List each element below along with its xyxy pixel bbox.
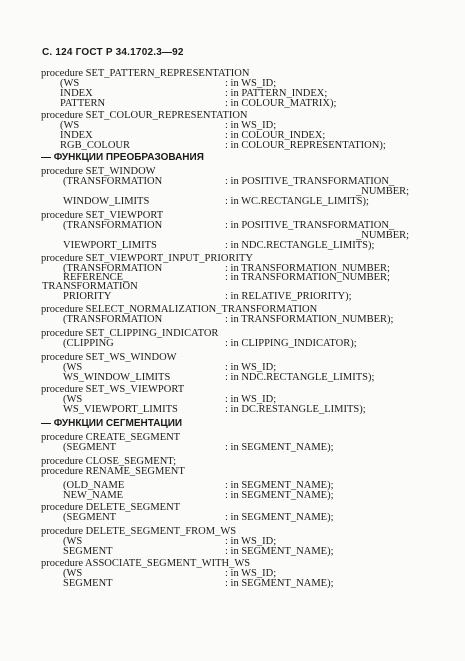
- code-line: WINDOW_LIMITS: [63, 196, 150, 207]
- code-line: : in SEGMENT_NAME);: [225, 512, 334, 523]
- code-line: procedure SET_WS_WINDOW: [41, 352, 177, 363]
- code-line: : in TRANSFORMATION_NUMBER;: [225, 272, 390, 283]
- code-line: SEGMENT: [63, 546, 113, 557]
- code-line: NEW_NAME: [63, 490, 124, 501]
- code-line: (SEGMENT: [63, 512, 117, 523]
- code-line: SEGMENT: [63, 578, 113, 589]
- code-line: VIEWPORT_LIMITS: [63, 240, 157, 251]
- code-line: (TRANSFORMATION: [63, 220, 163, 231]
- code-line: : in RELATIVE_PRIORITY);: [225, 291, 352, 302]
- code-line: procedure SELECT_NORMALIZATION_TRANSFORMATION: [41, 304, 318, 315]
- code-line: : in PATTERN_INDEX;: [225, 88, 328, 99]
- code-line: : in SEGMENT_NAME);: [225, 490, 334, 501]
- code-line: (WS: [63, 568, 83, 579]
- code-line: (CLIPPING: [63, 338, 114, 349]
- code-line: : in WC.RECTANGLE_LIMITS);: [225, 196, 369, 207]
- code-line: : in TRANSFORMATION_NUMBER;: [225, 263, 390, 274]
- code-line: : in WS_ID;: [225, 536, 277, 547]
- section-heading: — ФУНКЦИИ СЕГМЕНТАЦИИ: [41, 418, 183, 429]
- code-line: : in COLOUR_MATRIX);: [225, 98, 337, 109]
- section-heading: — ФУНКЦИИ ПРЕОБРАЗОВАНИЯ: [41, 152, 204, 163]
- code-line: procedure CREATE_SEGMENT: [41, 432, 181, 443]
- code-line: : in COLOUR_INDEX;: [225, 130, 326, 141]
- code-line: : in WS_ID;: [225, 78, 277, 89]
- code-line: procedure SET_CLIPPING_INDICATOR: [41, 328, 219, 339]
- code-line: (SEGMENT: [63, 442, 117, 453]
- code-line: procedure DELETE_SEGMENT_FROM_WS: [41, 526, 237, 537]
- code-line: RGB_COLOUR: [60, 140, 131, 151]
- code-line: (WS: [63, 362, 83, 373]
- code-line: procedure SET_VIEWPORT: [41, 210, 164, 221]
- code-line: : in SEGMENT_NAME);: [225, 578, 334, 589]
- code-line: procedure SET_WINDOW: [41, 166, 156, 177]
- code-line: WS_VIEWPORT_LIMITS: [63, 404, 178, 415]
- code-line: : in WS_ID;: [225, 568, 277, 579]
- code-line: : in POSITIVE_TRANSFORMATION_: [225, 176, 395, 187]
- code-line: (WS: [60, 78, 80, 89]
- code-line: (OLD_NAME: [63, 480, 125, 491]
- code-line: : in WS_ID;: [225, 394, 277, 405]
- code-line: : in SEGMENT_NAME);: [225, 480, 334, 491]
- code-line: INDEX: [60, 130, 93, 141]
- page-header: С. 124 ГОСТ Р 34.1702.3—92: [42, 47, 184, 58]
- code-line: (WS: [60, 120, 80, 131]
- code-line: PATTERN: [60, 98, 106, 109]
- code-line: procedure CLOSE_SEGMENT;: [41, 456, 177, 467]
- code-line: procedure RENAME_SEGMENT: [41, 466, 185, 477]
- code-line: : in SEGMENT_NAME);: [225, 546, 334, 557]
- code-line: REFERENCE_: [63, 272, 129, 283]
- code-line: INDEX: [60, 88, 93, 99]
- code-line: : in COLOUR_REPRESENTATION);: [225, 140, 386, 151]
- code-line: procedure SET_PATTERN_REPRESENTATION: [41, 68, 250, 79]
- code-line: procedure SET_COLOUR_REPRESENTATION: [41, 110, 248, 121]
- code-line: procedure SET_WS_VIEWPORT: [41, 384, 185, 395]
- code-line: procedure DELETE_SEGMENT: [41, 502, 181, 513]
- code-line: : in POSITIVE_TRANSFORMATION_: [225, 220, 395, 231]
- code-line: PRIORITY: [63, 291, 112, 302]
- code-line: (WS: [63, 394, 83, 405]
- code-line: : in CLIPPING_INDICATOR);: [225, 338, 357, 349]
- code-line: _NUMBER;: [356, 230, 410, 241]
- code-line: : in WS_ID;: [225, 120, 277, 131]
- code-line: (WS: [63, 536, 83, 547]
- code-line: : in NDC.RECTANGLE_LIMITS);: [225, 372, 375, 383]
- code-line: : in NDC.RECTANGLE_LIMITS);: [225, 240, 375, 251]
- code-line: (TRANSFORMATION: [63, 176, 163, 187]
- code-line: : in DC.RESTANGLE_LIMITS);: [225, 404, 366, 415]
- code-line: _NUMBER;: [356, 186, 410, 197]
- code-line: (TRANSFORMATION: [63, 263, 163, 274]
- code-line: (TRANSFORMATION: [63, 314, 163, 325]
- code-line: procedure ASSOCIATE_SEGMENT_WITH_WS: [41, 558, 251, 569]
- code-line: : in SEGMENT_NAME);: [225, 442, 334, 453]
- code-line: : in WS_ID;: [225, 362, 277, 373]
- code-line: procedure SET_VIEWPORT_INPUT_PRIORITY: [41, 253, 253, 264]
- code-line: : in TRANSFORMATION_NUMBER);: [225, 314, 394, 325]
- code-line: TRANSFORMATION: [42, 281, 138, 292]
- code-line: WS_WINDOW_LIMITS: [63, 372, 171, 383]
